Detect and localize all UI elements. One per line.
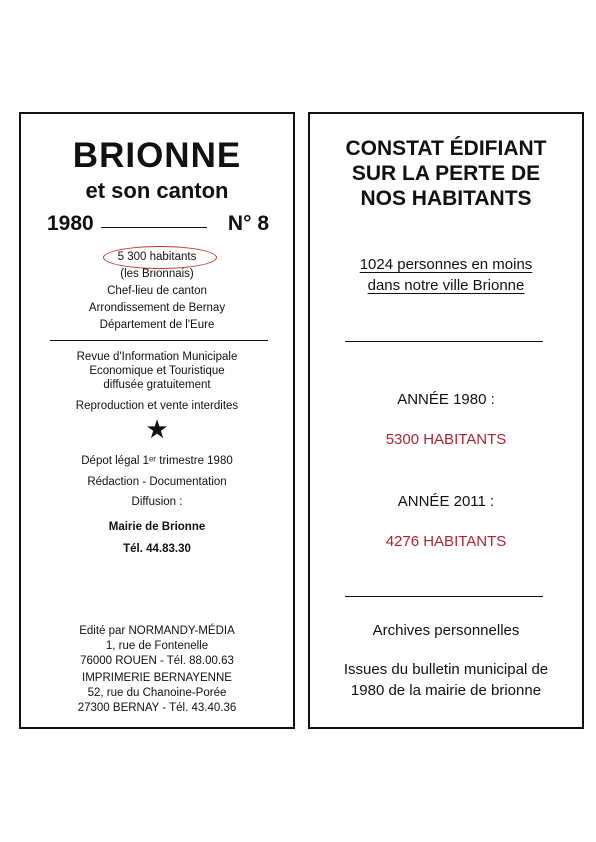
commentary-panel	[308, 112, 584, 729]
source-line-1: Issues du bulletin municipal de	[343, 661, 549, 678]
printer-line-1: IMPRIMERIE BERNAYENNE	[82, 672, 232, 684]
population-line: 5 300 habitants	[117, 251, 197, 263]
star-icon: ★	[145, 414, 169, 444]
revue-line-2: Economique et Touristique	[89, 365, 225, 377]
year-dash-divider	[101, 227, 207, 228]
bulletin-subtitle: et son canton	[85, 178, 229, 203]
headline-line-3: NOS HABITANTS	[360, 187, 532, 210]
editor-line-2: 1, rue de Fontenelle	[105, 640, 209, 652]
archives-note: Archives personnelles	[372, 622, 520, 639]
printer-line-3: 27300 BERNAY - Tél. 43.40.36	[77, 702, 237, 714]
source-line-2: 1980 de la mairie de brionne	[350, 682, 542, 699]
revue-line-1: Revue d'Information Municipale	[76, 351, 238, 363]
inhabitants-name-line: (les Brionnais)	[120, 268, 194, 280]
departement-line: Département de l'Eure	[99, 319, 215, 331]
mairie-phone: Tél. 44.83.30	[123, 543, 191, 555]
mairie-line: Mairie de Brionne	[108, 521, 206, 533]
reproduction-notice: Reproduction et vente interdites	[75, 400, 239, 412]
bulletin-cover-panel	[19, 112, 295, 729]
redaction-line: Rédaction - Documentation	[87, 476, 227, 488]
headline-line-2: SUR LA PERTE DE	[351, 162, 541, 185]
editor-line-1: Edité par NORMANDY-MÉDIA	[79, 625, 235, 637]
year-2011-label: ANNÉE 2011 :	[397, 493, 495, 510]
loss-line-1: 1024 personnes en moins	[359, 256, 533, 273]
left-divider	[50, 340, 268, 341]
diffusion-line: Diffusion :	[131, 496, 183, 508]
printer-line-2: 52, rue du Chanoine-Porée	[87, 687, 227, 699]
bulletin-year: 1980	[47, 212, 94, 235]
right-divider-top	[345, 341, 543, 342]
bulletin-issue-number: N° 8	[227, 212, 269, 235]
canton-line: Chef-lieu de canton	[107, 285, 207, 297]
loss-line-2: dans notre ville Brionne	[367, 277, 525, 294]
bulletin-title: BRIONNE	[72, 136, 242, 175]
editor-line-3: 76000 ROUEN - Tél. 88.00.63	[80, 655, 234, 667]
revue-line-3: diffusée gratuitement	[103, 379, 211, 391]
year-1980-population: 5300 HABITANTS	[385, 431, 507, 448]
right-divider-bottom	[345, 596, 543, 597]
headline-line-1: CONSTAT ÉDIFIANT	[345, 137, 547, 160]
depot-legal-line: Dépot légal 1ᵉʳ trimestre 1980	[81, 455, 233, 467]
year-2011-population: 4276 HABITANTS	[385, 533, 507, 550]
year-1980-label: ANNÉE 1980 :	[397, 391, 495, 408]
arrondissement-line: Arrondissement de Bernay	[88, 302, 226, 314]
